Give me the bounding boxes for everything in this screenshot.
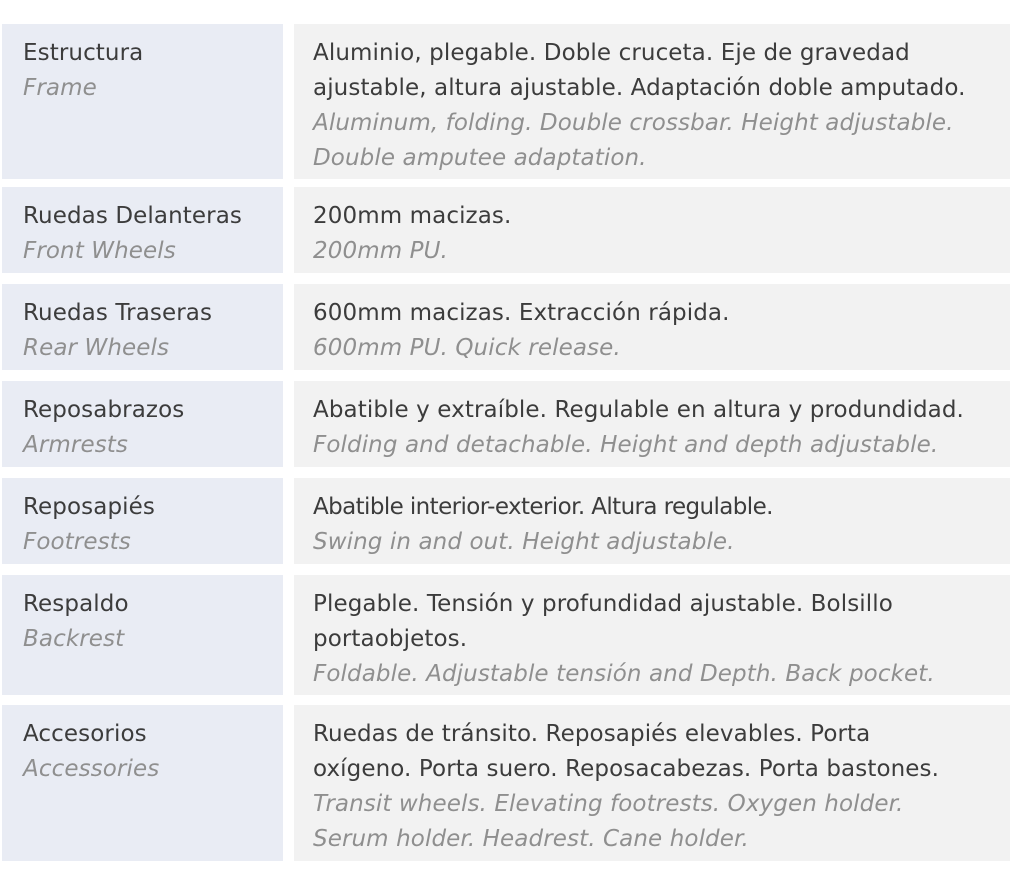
- value-cell: [294, 381, 1010, 467]
- label-en: Front Wheels: [23, 238, 176, 264]
- value-es-line: Aluminio, plegable. Doble cruceta. Eje de gravedad: [313, 40, 910, 66]
- value-en-line: 600mm PU. Quick release.: [313, 335, 621, 361]
- value-es-line: 600mm macizas. Extracción rápida.: [313, 300, 730, 326]
- value-es-line: ajustable, altura ajustable. Adaptación doble amputado.: [313, 75, 966, 101]
- label-cell: [2, 575, 283, 695]
- value-en-line: Double amputee adaptation.: [313, 145, 647, 171]
- label-es: Reposabrazos: [23, 397, 185, 423]
- value-en-line: Aluminum, folding. Double crossbar. Height adjustable.: [313, 110, 954, 136]
- label-en: Accessories: [23, 756, 160, 782]
- spec-row-accessories: [0, 705, 1025, 861]
- label-es: Estructura: [23, 40, 144, 66]
- value-es-line: portaobjetos.: [313, 626, 468, 652]
- value-cell: [294, 284, 1010, 370]
- label-cell: [2, 24, 283, 179]
- spec-row-footrests: [0, 478, 1025, 564]
- label-es: Reposapiés: [23, 494, 155, 520]
- value-es-line: Abatible y extraíble. Regulable en altura y produndidad.: [313, 397, 964, 423]
- label-cell: [2, 381, 283, 467]
- value-en-line: 200mm PU.: [313, 238, 448, 264]
- value-en-line: Swing in and out. Height adjustable.: [313, 529, 735, 555]
- label-en: Backrest: [23, 626, 125, 652]
- label-es: Ruedas Traseras: [23, 300, 213, 326]
- spec-row-backrest: [0, 575, 1025, 695]
- value-cell: [294, 575, 1010, 695]
- spec-row-frame: [0, 24, 1025, 179]
- label-es: Accesorios: [23, 721, 147, 747]
- value-es-line: Plegable. Tensión y profundidad ajustable. Bolsillo: [313, 591, 893, 617]
- label-cell: [2, 187, 283, 273]
- label-es: Respaldo: [23, 591, 129, 617]
- label-en: Armrests: [23, 432, 128, 458]
- value-cell: [294, 187, 1010, 273]
- value-en-line: Serum holder. Headrest. Cane holder.: [313, 826, 749, 852]
- value-en-line: Transit wheels. Elevating footrests. Oxygen holder.: [313, 791, 904, 817]
- spec-row-armrests: [0, 381, 1025, 467]
- value-cell: [294, 478, 1010, 564]
- value-cell: [294, 24, 1010, 179]
- value-es-line: Ruedas de tránsito. Reposapiés elevables. Porta: [313, 721, 871, 747]
- label-cell: [2, 478, 283, 564]
- value-es-line: 200mm macizas.: [313, 203, 512, 229]
- value-es-line: Abatible interior-exterior. Altura regulable.: [313, 494, 773, 520]
- label-en: Footrests: [23, 529, 131, 555]
- value-en-line: Foldable. Adjustable tensión and Depth. Back pocket.: [313, 661, 935, 687]
- value-cell: [294, 705, 1010, 861]
- spec-row-front-wheels: [0, 187, 1025, 273]
- label-en: Frame: [23, 75, 97, 101]
- value-es-line: oxígeno. Porta suero. Reposacabezas. Porta bastones.: [313, 756, 940, 782]
- label-cell: [2, 705, 283, 861]
- label-cell: [2, 284, 283, 370]
- spec-row-rear-wheels: [0, 284, 1025, 370]
- label-en: Rear Wheels: [23, 335, 170, 361]
- label-es: Ruedas Delanteras: [23, 203, 242, 229]
- value-en-line: Folding and detachable. Height and depth adjustable.: [313, 432, 939, 458]
